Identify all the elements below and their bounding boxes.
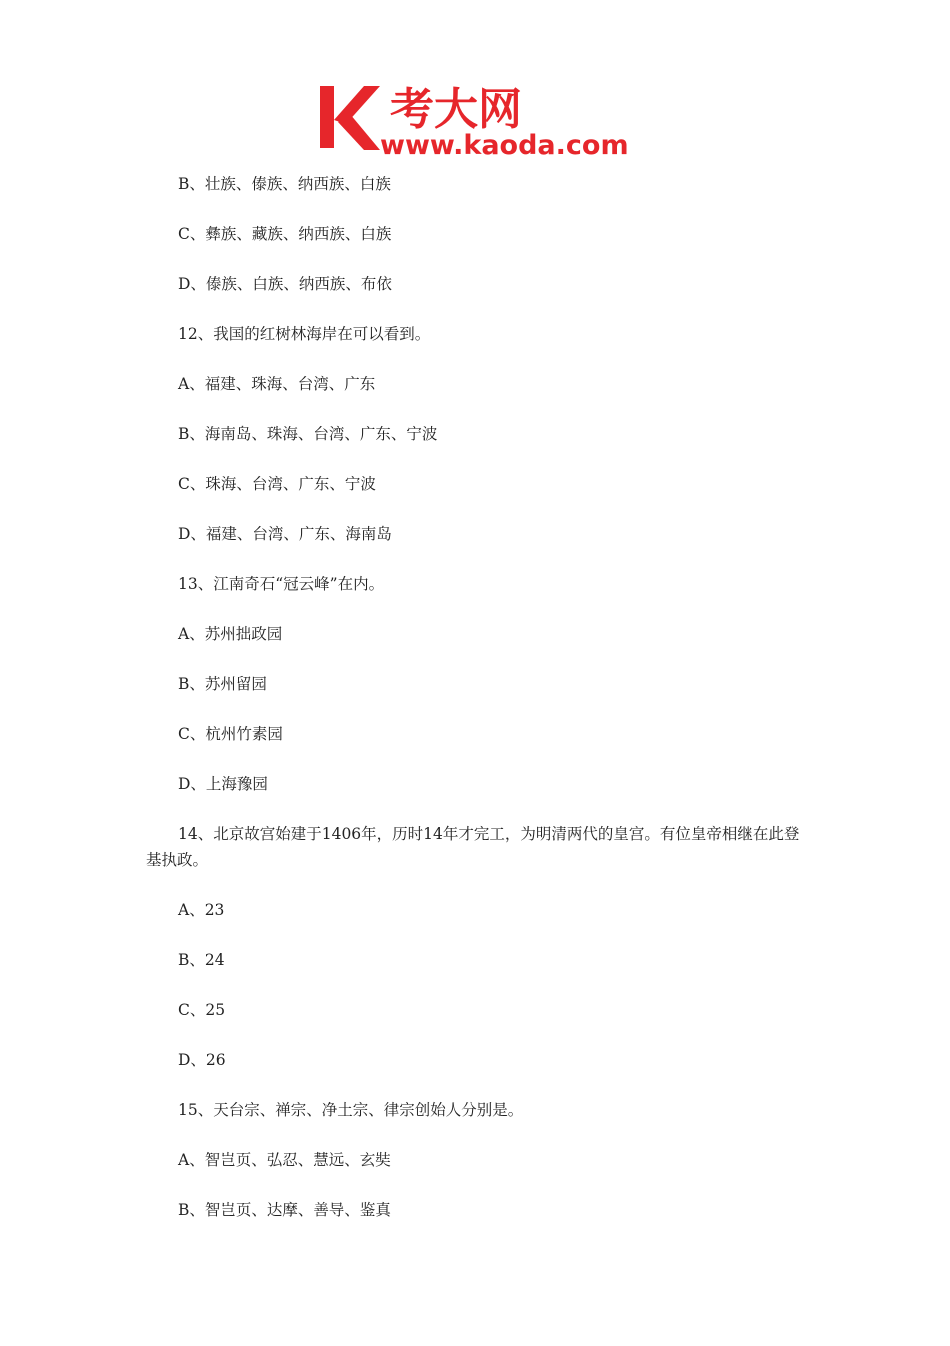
question-14-option-d: D、26 [178, 1051, 226, 1069]
question-11-option-d: D、傣族、白族、纳西族、布依 [178, 275, 392, 293]
kaoda-logo [318, 78, 640, 160]
question-12-option-b: B、海南岛、珠海、台湾、广东、宁波 [178, 425, 438, 443]
question-14-option-b: B、24 [178, 951, 225, 969]
question-15-option-b: B、智岂页、达摩、善导、鉴真 [178, 1201, 391, 1219]
question-15-option-a: A、智岂页、弘忍、慧远、玄奘 [178, 1151, 391, 1169]
question-12-text: 12、我国的红树林海岸在可以看到。 [178, 325, 431, 343]
question-14-text: 14、北京故宫始建于1406年，历时14年才完工，为明清两代的皇宫。有位皇帝相继在此登基执政。 [146, 825, 800, 869]
question-12-option-c: C、珠海、台湾、广东、宁波 [178, 475, 376, 493]
question-11-option-b: B、壮族、傣族、纳西族、白族 [178, 175, 391, 193]
question-12-option-a: A、福建、珠海、台湾、广东 [178, 375, 376, 393]
question-15-text: 15、天台宗、禅宗、净土宗、律宗创始人分别是。 [178, 1101, 524, 1119]
question-14-option-c: C、25 [178, 1001, 226, 1019]
question-14-option-a: A、23 [178, 901, 225, 919]
question-13-option-b: B、苏州留园 [178, 675, 267, 693]
question-13-option-c: C、杭州竹素园 [178, 725, 283, 743]
question-11-option-c: C、彝族、藏族、纳西族、白族 [178, 225, 392, 243]
logo-title: 考大网 [390, 84, 522, 135]
logo-url: www.kaoda.com [380, 130, 629, 160]
question-13-option-d: D、上海豫园 [178, 775, 268, 793]
question-12-option-d: D、福建、台湾、广东、海南岛 [178, 525, 392, 543]
question-13-option-a: A、苏州拙政园 [178, 625, 283, 643]
question-13-text: 13、江南奇石“冠云峰”在内。 [178, 575, 385, 593]
kaoda-logo-graphic [318, 78, 640, 160]
